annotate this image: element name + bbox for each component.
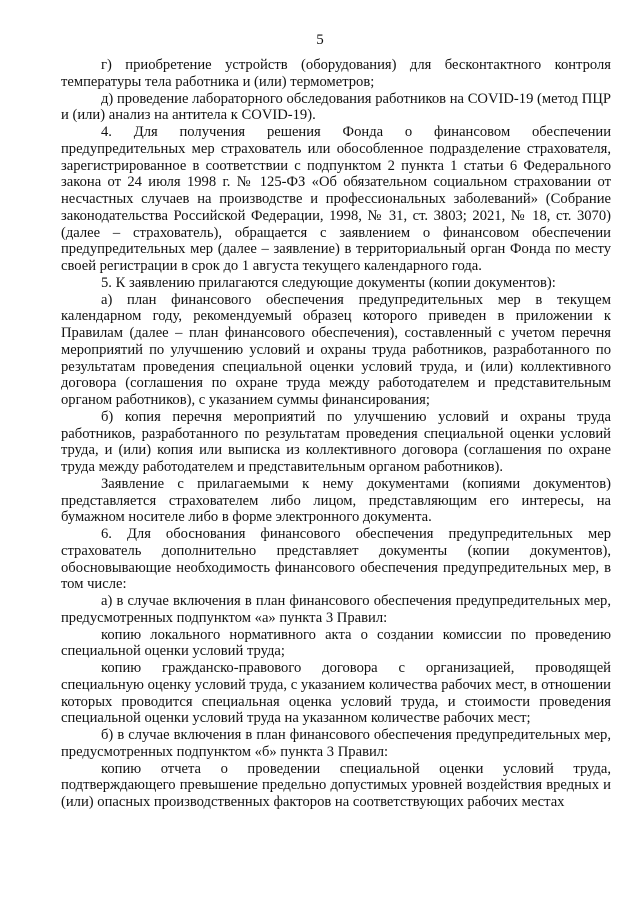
paragraph-assessment-report: копию отчета о проведении специальной оценки условий труда, подтверждающего превышение предельно допустимых уровней воздействия вредных и (или) опасных производственных факторов на соответствующих рабочих местах — [61, 760, 611, 810]
paragraph-section-4: 4. Для получения решения Фонда о финансовом обеспечении предупредительных мер страхователь или обособленное подразделение страхователя, зарегистрированное в соответствии с подпунктом 2 пункта 1 статьи 6 Федерального закона от 24 июля 1998 г. № 125-ФЗ «Об обязательном социальном страховании от несчастных случаев на производстве и профессиональных заболеваний» (Собрание законодательства Российской Федерации, 1998, № 31, ст. 3803; 2021, № 18, ст. 3070) (далее – страхователь), обращается с заявлением о финансовом обеспечении предупредительных мер (далее – заявление) в территориальный орган Фонда по месту своей регистрации в срок до 1 августа текущего календарного года. — [61, 124, 611, 274]
paragraph-section-6-a: а) в случае включения в план финансового обеспечения предупредительных мер, предусмотренных подпунктом «а» пункта 3 Правил: — [61, 593, 611, 626]
paragraph-application-submission: Заявление с прилагаемыми к нему документами (копиями документов) представляется страхователем либо лицом, представляющим его интересы, на бумажном носителе либо в форме электронного документа. — [61, 475, 611, 526]
paragraph-section-5-a: а) план финансового обеспечения предупредительных мер в текущем календарном году, рекомендуемый образец которого приведен в приложении к Правилам (далее – план финансового обеспечения), составленный с учетом перечня мероприятий по улучшению условий и охраны труда работников, разработанного по результатам проведения специальной оценки условий труда, и (или) коллективного договора (соглашения по охране труда между работодателем и представительным органом работников), с указанием суммы финансирования; — [61, 291, 611, 408]
paragraph-section-5: 5. К заявлению прилагаются следующие документы (копии документов): — [101, 274, 556, 291]
paragraph-section-5-b: б) копия перечня мероприятий по улучшению условий и охраны труда работников, разработанного по результатам проведения специальной оценки условий труда, и (или) копия или выписка из коллективного договора (соглашения по охране труда между работодателем и представительным органом работников). — [61, 408, 611, 475]
page-number: 5 — [316, 32, 324, 48]
paragraph-item-d: д) проведение лабораторного обследования работников на COVID-19 (метод ПЦР и (или) анализ на антитела к COVID-19). — [61, 90, 611, 124]
paragraph-section-6: 6. Для обоснования финансового обеспечения предупредительных мер страхователь дополнительно представляет документы (копии документов), обосновывающие необходимость финансового обеспечения предупредительных мер, в том числе: — [61, 526, 611, 593]
paragraph-section-6-b: б) в случае включения в план финансового обеспечения предупредительных мер, предусмотренных подпунктом «б» пункта 3 Правил: — [61, 727, 611, 760]
document-body — [61, 57, 611, 811]
paragraph-civil-contract: копию гражданско-правового договора с организацией, проводящей специальную оценку условий труда, с указанием количества рабочих мест, в отношении которых проводится специальная оценка условий труда, и стоимости проведения специальной оценки условий труда на указанном количестве рабочих мест; — [61, 660, 611, 727]
paragraph-item-g: г) приобретение устройств (оборудования) для бесконтактного контроля температуры тела работника и (или) термометров; — [61, 57, 611, 90]
paragraph-commission-act: копию локального нормативного акта о создании комиссии по проведению специальной оценки условий труда; — [61, 626, 611, 660]
